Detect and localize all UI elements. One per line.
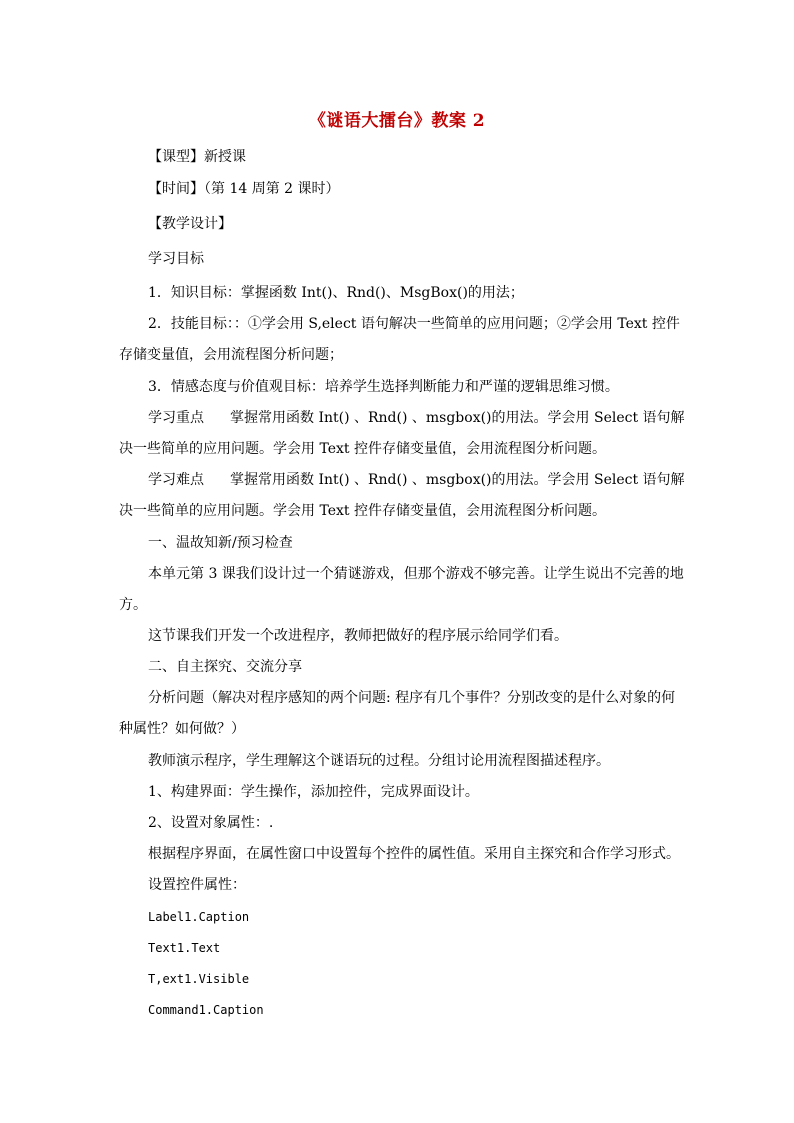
code-text1-text: Text1.Text (148, 941, 221, 955)
step-build-interface: 1、构建界面：学生操作，添加控件，完成界面设计。 (148, 784, 479, 800)
analysis-paragraph-cont: 种属性？如何做？） (119, 721, 245, 737)
objective-skill-cont: 存储变量值，会用流程图分析问题； (119, 347, 343, 363)
lesson-time: 【时间】（第 14 周第 2 课时） (148, 181, 340, 197)
analysis-paragraph: 分析问题（解决对程序感知的两个问题: 程序有几个事件？分别改变的是什么对象的何 (148, 690, 676, 706)
difficulty-text-cont: 决一些简单的应用问题。学会用 Text 控件存储变量值，会用流程图分析问题。 (119, 503, 606, 519)
review-paragraph: 本单元第 3 课我们设计过一个猜谜游戏，但那个游戏不够完善。让学生说出不完善的地 (148, 566, 684, 582)
code-text1-visible: T,ext1.Visible (148, 972, 250, 986)
key-point-label: 学习重点 (148, 410, 204, 426)
teacher-demo-paragraph: 教师演示程序，学生理解这个谜语玩的过程。分组讨论用流程图描述程序。 (148, 753, 610, 769)
objective-knowledge: 1．知识目标：掌握函数 Int()、Rnd()、MsgBox()的用法； (148, 285, 524, 301)
teaching-design-heading: 【教学设计】 (148, 216, 232, 232)
code-label1-caption: Label1.Caption (148, 910, 250, 924)
properties-paragraph: 根据程序界面，在属性窗口中设置每个控件的属性值。采用自主探究和合作学习形式。 (148, 846, 680, 862)
review-paragraph-cont: 方。 (119, 597, 147, 613)
section-review-heading: 一、温故知新/预习检查 (148, 535, 293, 551)
section-explore-heading: 二、自主探究、交流分享 (148, 659, 302, 675)
demo-paragraph: 这节课我们开发一个改进程序，教师把做好的程序展示给同学们看。 (148, 628, 568, 644)
difficulty-text: 掌握常用函数 Int() 、Rnd() 、msgbox()的用法。学会用 Select 语句解 (230, 472, 685, 488)
key-point-text: 掌握常用函数 Int() 、Rnd() 、msgbox()的用法。学会用 Select 语句解 (230, 410, 685, 426)
step-set-properties: 2、设置对象属性：. (148, 815, 274, 831)
code-command1-caption: Command1.Caption (148, 1003, 264, 1017)
learning-objectives-heading: 学习目标 (148, 251, 204, 267)
set-control-properties: 设置控件属性： (148, 877, 246, 893)
lesson-type: 【课型】新授课 (148, 149, 246, 165)
document-title: 《谜语大擂台》教案 2 (308, 111, 486, 131)
key-point-row (148, 408, 685, 428)
difficulty-label: 学习难点 (148, 472, 204, 488)
objective-skill: 2．技能目标：：①学会用 S,elect 语句解决一些简单的应用问题；②学会用 Text 控件 (148, 316, 680, 332)
difficulty-row (148, 470, 685, 490)
objective-attitude: 3．情感态度与价值观目标：培养学生选择判断能力和严谨的逻辑思维习惯。 (148, 379, 619, 395)
key-point-text-cont: 决一些简单的应用问题。学会用 Text 控件存储变量值，会用流程图分析问题。 (119, 441, 606, 457)
